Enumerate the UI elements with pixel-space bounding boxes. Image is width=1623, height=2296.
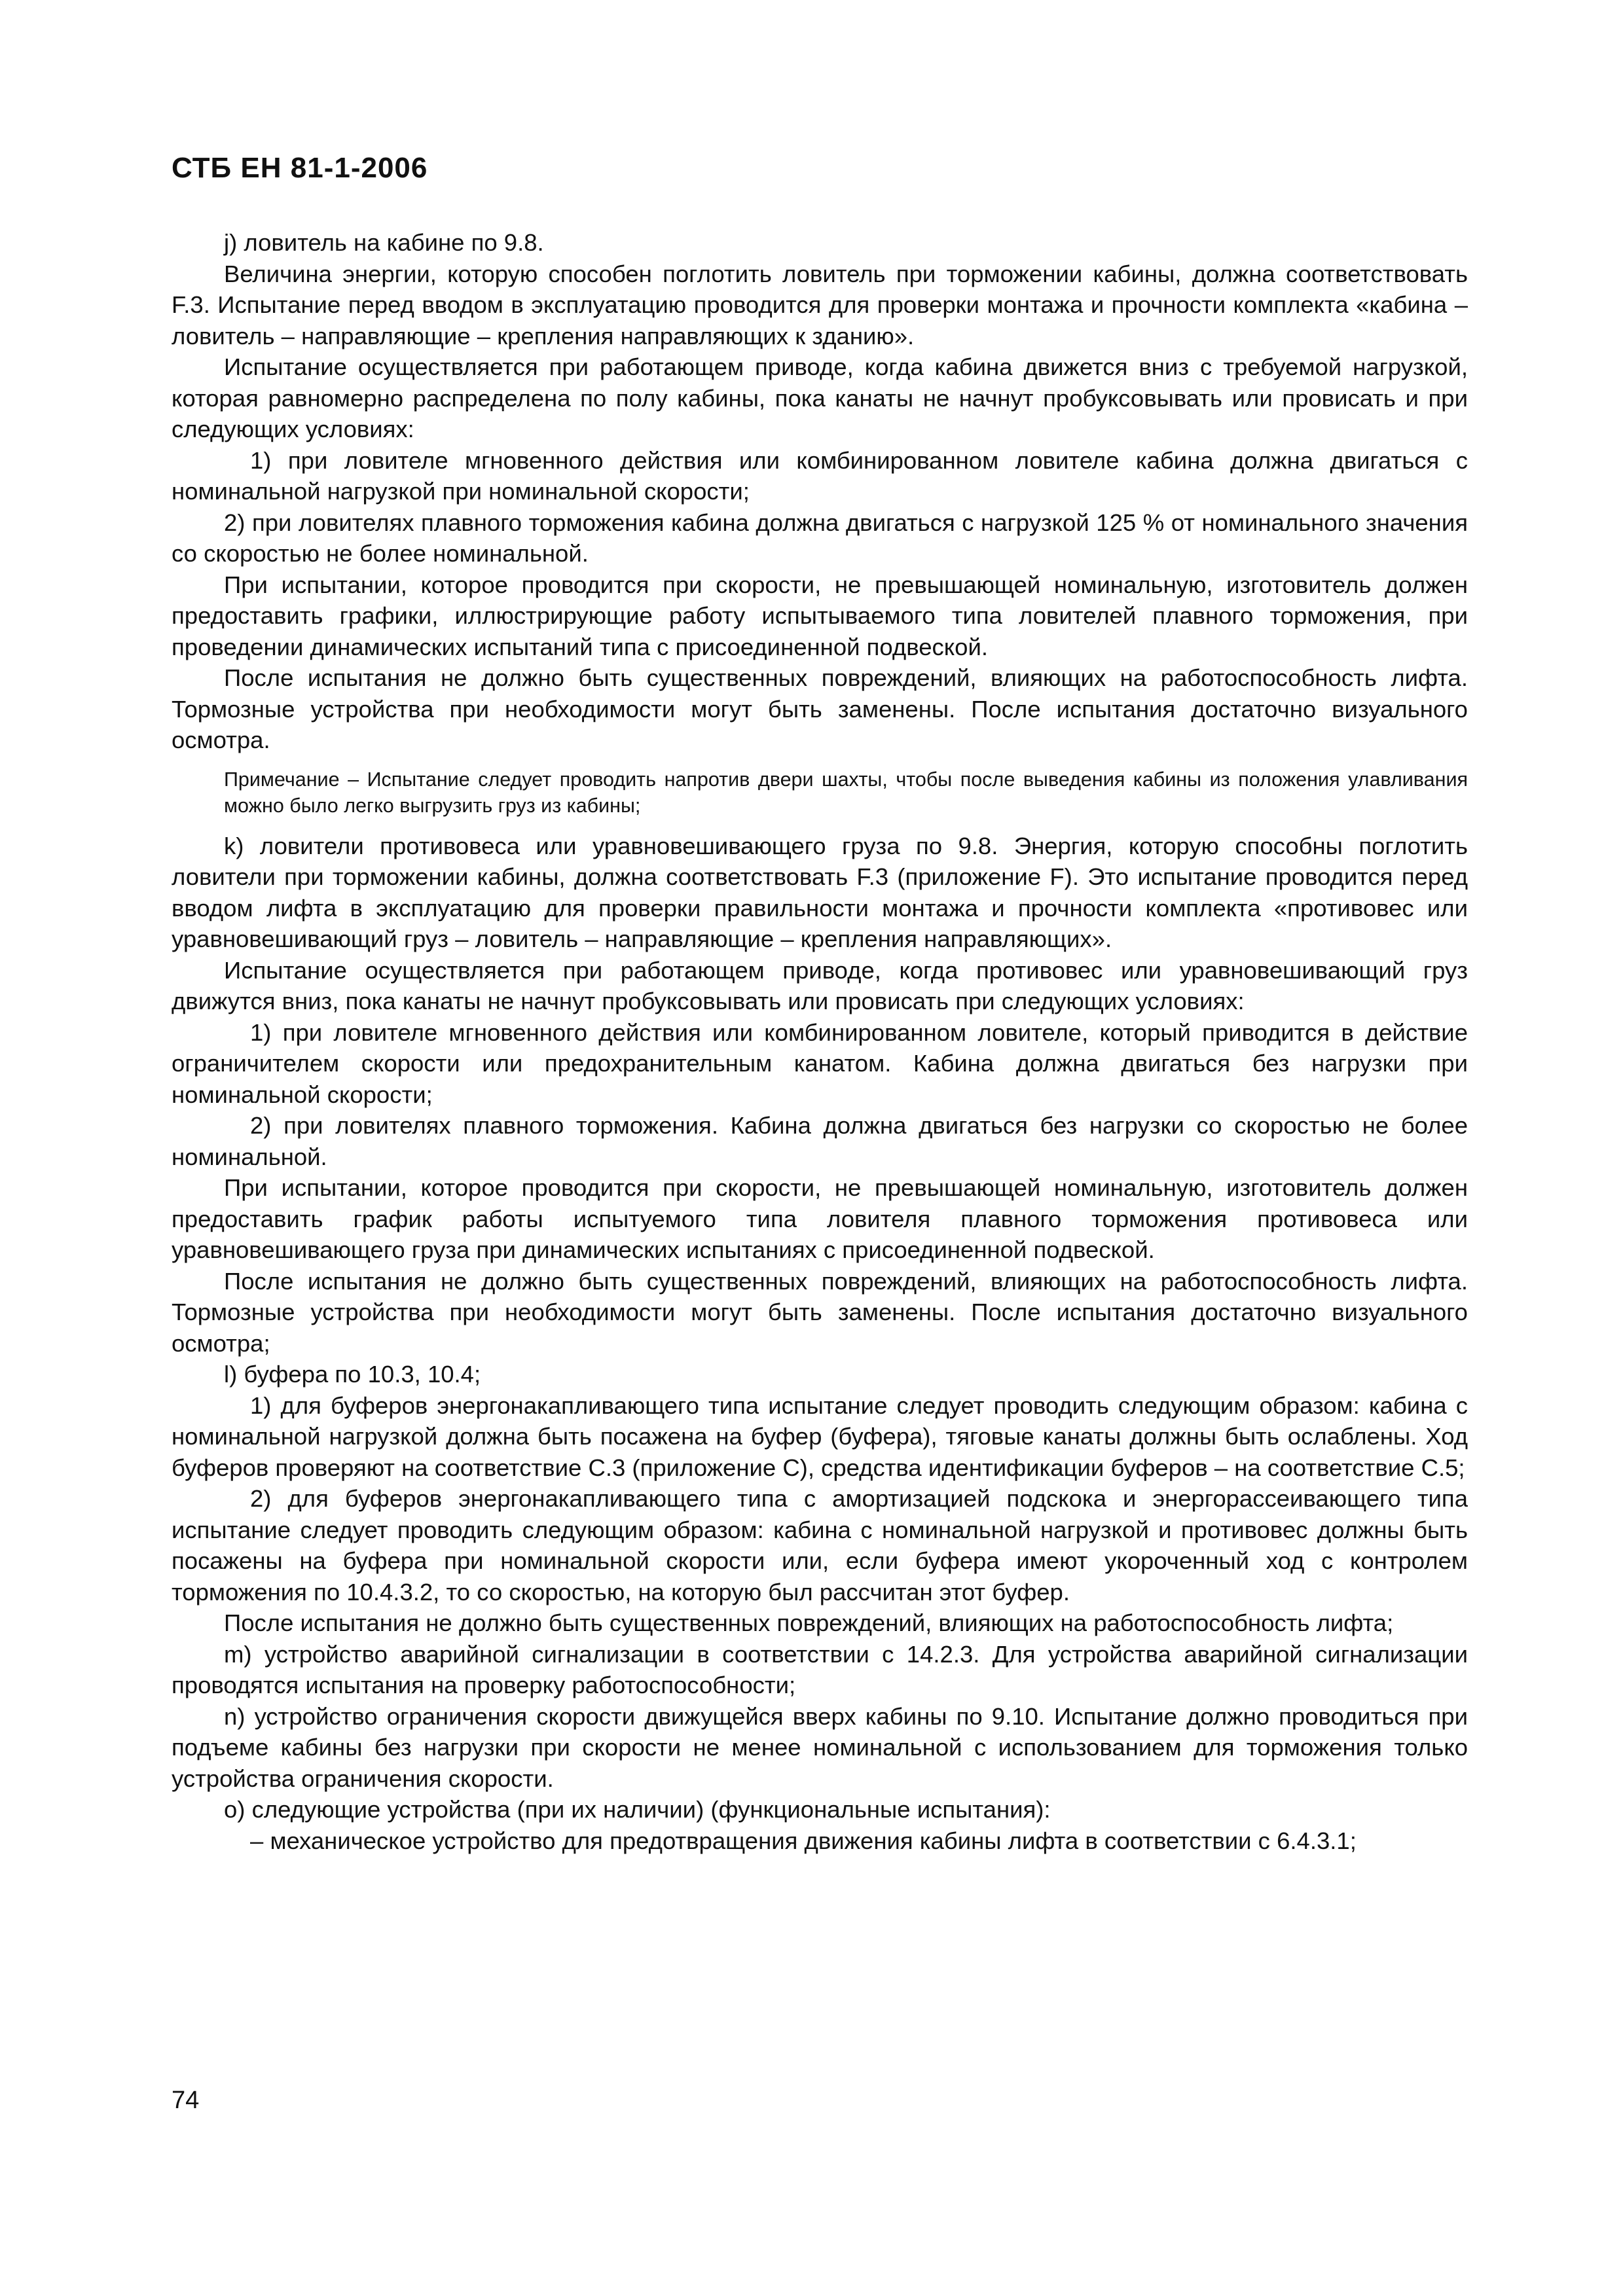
paragraph: Величина энергии, которую способен поглотить ловитель при торможении кабины, должна соответствовать F.3. Испытание перед вводом в эксплуатацию проводится для проверки монтажа и прочности комплекта «кабина – ловитель – направляющие – крепления направляющих к зданию». [172,260,1468,350]
list-item: – механическое устройство для предотвращения движения кабины лифта в соответствии с 6.4.3.1; [250,1827,1357,1854]
paragraph: При испытании, которое проводится при скорости, не превышающей номинальную, изготовитель должен предоставить график работы испытуемого типа ловителя плавного торможения противовеса или уравновешивающего груза при динамических испытаниях с присоединенной подвеской. [172,1174,1468,1263]
paragraph: k) ловители противовеса или уравновешивающего груза по 9.8. Энергия, которую способны поглотить ловители при торможении кабины, должна соответствовать F.3 (приложение F). Это испытание проводится перед вводом лифта в эксплуатацию для проверки правильности монтажа и прочности комплекта «противовес или уравновешивающий груз – ловитель – направляющие – крепления направляющих». [172,832,1468,952]
paragraph: После испытания не должно быть существенных повреждений, влияющих на работоспособность лифта. Тормозные устройства при необходимости могут быть заменены. После испытания достаточно визуального осмотра; [172,1267,1468,1357]
page-body [172,227,1468,1856]
note: Примечание – Испытание следует проводить напротив двери шахты, чтобы после выведения кабины из положения улавливания можно было легко выгрузить груз из кабины; [224,768,1468,817]
paragraph: Испытание осуществляется при работающем приводе, когда кабина движется вниз с требуемой нагрузкой, которая равномерно распределена по полу кабины, пока канаты не начнут пробуксовывать или провисать и при следующих условиях: [172,353,1468,442]
paragraph: После испытания не должно быть существенных повреждений, влияющих на работоспособность лифта; [224,1609,1394,1636]
paragraph: j) ловитель на кабине по 9.8. [224,229,544,256]
paragraph: m) устройство аварийной сигнализации в соответствии с 14.2.3. Для устройства аварийной сигнализации проводятся испытания на проверку работоспособности; [172,1640,1468,1698]
list-item: 1) при ловителе мгновенного действия или комбинированном ловителе кабина должна двигаться с номинальной нагрузкой при номинальной скорости; [172,446,1468,505]
paragraph: о) следующие устройства (при их наличии) (функциональные испытания): [224,1796,1051,1823]
list-item: 1) при ловителе мгновенного действия или комбинированном ловителе, который приводится в действие ограничителем скорости или предохранительным канатом. Кабина должна двигаться без нагрузки при номинальной скорости; [172,1018,1468,1108]
document-code-header: СТБ ЕН 81-1-2006 [172,152,428,184]
paragraph: Испытание осуществляется при работающем приводе, когда противовес или уравновешивающий груз движутся вниз, пока канаты не начнут пробуксовывать или провисать при следующих условиях: [172,956,1468,1014]
paragraph: l) буфера по 10.3, 10.4; [224,1361,481,1388]
list-item: 1) для буферов энергонакапливающего типа испытание следует проводить следующим образом: кабина с номинальной нагрузкой должна быть посажена на буфер (буфера), тяговые канаты должны быть ослаблены. Ход буферов проверяют на соответствие С.3 (приложение С), средства идентификации буферов – на соответствие С.5; [172,1391,1468,1481]
page-number: 74 [172,2087,200,2114]
list-item: 2) при ловителях плавного торможения кабина должна двигаться с нагрузкой 125 % от номинального значения со скоростью не более номинальной. [172,509,1468,567]
paragraph: n) устройство ограничения скорости движущейся вверх кабины по 9.10. Испытание должно проводиться при подъеме кабины без нагрузки при скорости не менее номинальной с использованием для торможения только устройства ограничения скорости. [172,1702,1468,1792]
list-item: 2) для буферов энергонакапливающего типа с амортизацией подскока и энергорассеивающего типа испытание следует проводить следующим образом: кабина с номинальной нагрузкой и противовес должны быть посажены на буфера при номинальной скорости или, если буфера имеют укороченный ход с контролем торможения по 10.4.3.2, то со скоростью, на которую был рассчитан этот буфер. [172,1485,1468,1605]
list-item: 2) при ловителях плавного торможения. Кабина должна двигаться без нагрузки со скоростью не более номинальной. [172,1112,1468,1170]
paragraph: При испытании, которое проводится при скорости, не превышающей номинальную, изготовитель должен предоставить графики, иллюстрирующие работу испытываемого типа ловителей плавного торможения, при проведении динамических испытаний типа с присоединенной подвеской. [172,571,1468,660]
paragraph: После испытания не должно быть существенных повреждений, влияющих на работоспособность лифта. Тормозные устройства при необходимости могут быть заменены. После испытания достаточно визуального осмотра. [172,664,1468,753]
